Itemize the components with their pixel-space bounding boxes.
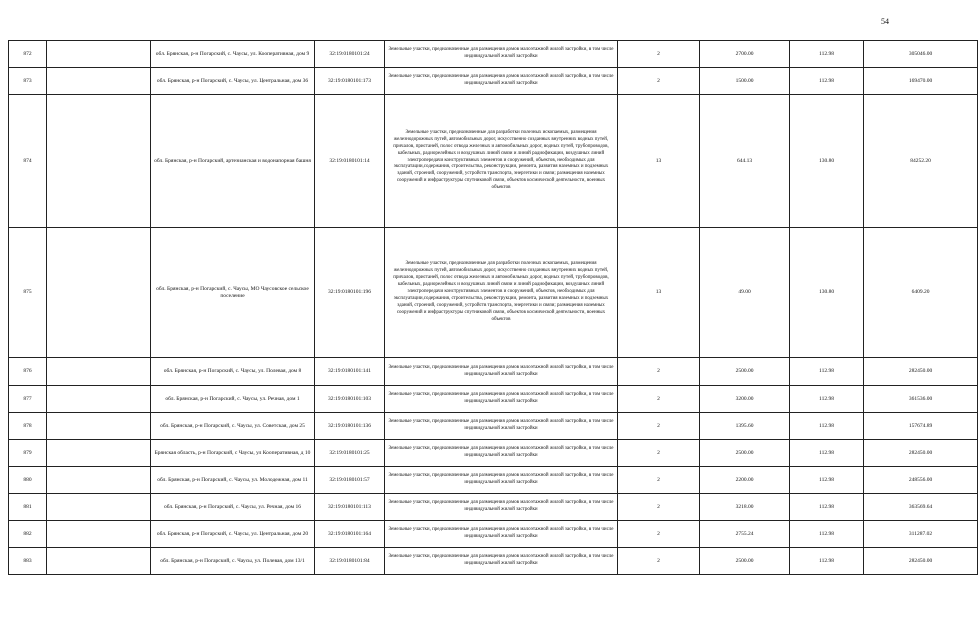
cadastral-value-cell: 169470.00 (864, 68, 978, 95)
cadastral-number-cell: 32:19:0180101:57 (315, 467, 385, 494)
cadastral-value-cell: 282450.00 (864, 548, 978, 575)
table-row (9, 228, 978, 358)
category-cell: 2 (618, 440, 700, 467)
row-number: 874 (9, 95, 47, 228)
area-cell: 3218.00 (700, 494, 790, 521)
cadastral-number-cell: 32:19:0180101:84 (315, 548, 385, 575)
rate-cell: 112.98 (790, 386, 864, 413)
address-cell: обл. Брянская, р-н Погарский, с. Чаусы, ул. Речная, дом 1 (151, 386, 315, 413)
cadastral-value-cell: 282450.00 (864, 358, 978, 386)
table-row (9, 386, 978, 413)
empty-cell (47, 358, 151, 386)
cadastral-number-cell: 32:19:0180101:24 (315, 41, 385, 68)
land-use-cell: Земельные участки, предназначенные для разработки полезных ископаемых, размещения железнодорожных путей, автомобильных дорог, искусственно созданных внутренних водных путей, причалов, пристаней, полос отвода железных и автомобильных дорог, водных путей, трубопроводов, кабельных, радиорелейных и воздушных линий связи и линий радиофикации, воздушных линий электропередачи конструктивных элементов и сооружений, объектов, необходимых для эксплуатации,содержания, строительства, реконструкции, ремонта, развития наземных и подземных зданий, строений, сооружений, устройств транспорта, энергетики и связи; размещения наземных сооружений и инфраструктуры спутниковой связи, объектов космической деятельности, военных объектов (385, 228, 618, 358)
cadastral-number-cell: 32:19:0180101:136 (315, 413, 385, 440)
area-cell: 49.00 (700, 228, 790, 358)
cadastral-value-cell: 84252.20 (864, 95, 978, 228)
address-cell: Брянская область, р-н Погарский, с Чаусы, ул Кооперативная, д 10 (151, 440, 315, 467)
cadastral-value-cell: 157674.89 (864, 413, 978, 440)
rate-cell: 112.98 (790, 413, 864, 440)
cadastral-number-cell: 32:19:0180101:113 (315, 494, 385, 521)
empty-cell (47, 95, 151, 228)
empty-cell (47, 68, 151, 95)
rate-cell: 112.98 (790, 548, 864, 575)
table-row (9, 494, 978, 521)
area-cell: 2500.00 (700, 358, 790, 386)
cadastral-number-cell: 32:19:0180101:141 (315, 358, 385, 386)
row-number: 883 (9, 548, 47, 575)
category-cell: 13 (618, 95, 700, 228)
row-number: 877 (9, 386, 47, 413)
land-use-cell: Земельные участки, предназначенные для размещения домов малоэтажной жилой застройки, в том числе индивидуальной жилой застройки (385, 521, 618, 548)
table-row (9, 95, 978, 228)
rate-cell: 112.98 (790, 494, 864, 521)
cadastral-value-cell: 311287.02 (864, 521, 978, 548)
area-cell: 2500.00 (700, 440, 790, 467)
land-use-cell: Земельные участки, предназначенные для размещения домов малоэтажной жилой застройки, в том числе индивидуальной жилой застройки (385, 358, 618, 386)
empty-cell (47, 386, 151, 413)
category-cell: 2 (618, 494, 700, 521)
category-cell: 2 (618, 358, 700, 386)
cadastral-value-cell: 6409.20 (864, 228, 978, 358)
address-cell: обл. Брянская, р-н Погарский, с. Чаусы, ул. Центральная, дом 36 (151, 68, 315, 95)
category-cell: 2 (618, 467, 700, 494)
cadastral-number-cell: 32:19:0180101:173 (315, 68, 385, 95)
table-row (9, 68, 978, 95)
category-cell: 13 (618, 228, 700, 358)
address-cell: обл. Брянская, р-н Погарский, с. Чаусы, ул. Речная, дом 16 (151, 494, 315, 521)
land-use-cell: Земельные участки, предназначенные для размещения домов малоэтажной жилой застройки, в том числе индивидуальной жилой застройки (385, 68, 618, 95)
empty-cell (47, 494, 151, 521)
empty-cell (47, 440, 151, 467)
land-use-cell: Земельные участки, предназначенные для размещения домов малоэтажной жилой застройки, в том числе индивидуальной жилой застройки (385, 467, 618, 494)
cadastral-number-cell: 32:19:0180101:25 (315, 440, 385, 467)
address-cell: обл. Брянская, р-н Погарский, с. Чаусы, ул. Кооперативная, дом 9 (151, 41, 315, 68)
empty-cell (47, 228, 151, 358)
land-use-cell: Земельные участки, предназначенные для размещения домов малоэтажной жилой застройки, в том числе индивидуальной жилой застройки (385, 440, 618, 467)
rate-cell: 112.98 (790, 521, 864, 548)
category-cell: 2 (618, 68, 700, 95)
table-row (9, 358, 978, 386)
land-registry-table (8, 40, 978, 575)
address-cell: обл. Брянская, р-н Погарский, с. Чаусы, МО Чаусовское сельское поселение (151, 228, 315, 358)
row-number: 878 (9, 413, 47, 440)
table-row (9, 548, 978, 575)
empty-cell (47, 413, 151, 440)
row-number: 880 (9, 467, 47, 494)
cadastral-value-cell: 361536.00 (864, 386, 978, 413)
land-use-cell: Земельные участки, предназначенные для размещения домов малоэтажной жилой застройки, в том числе индивидуальной жилой застройки (385, 548, 618, 575)
area-cell: 3200.00 (700, 386, 790, 413)
table-row (9, 521, 978, 548)
cadastral-number-cell: 32:19:0180101:14 (315, 95, 385, 228)
cadastral-number-cell: 32:19:0180101:196 (315, 228, 385, 358)
rate-cell: 112.98 (790, 68, 864, 95)
table-row (9, 440, 978, 467)
empty-cell (47, 521, 151, 548)
cadastral-value-cell: 282450.00 (864, 440, 978, 467)
rate-cell: 112.98 (790, 358, 864, 386)
land-use-cell: Земельные участки, предназначенные для размещения домов малоэтажной жилой застройки, в том числе индивидуальной жилой застройки (385, 386, 618, 413)
page-number: 54 (881, 17, 889, 26)
category-cell: 2 (618, 386, 700, 413)
cadastral-value-cell: 363569.64 (864, 494, 978, 521)
row-number: 881 (9, 494, 47, 521)
rate-cell: 112.98 (790, 41, 864, 68)
rate-cell: 112.98 (790, 440, 864, 467)
empty-cell (47, 548, 151, 575)
cadastral-number-cell: 32:19:0180101:164 (315, 521, 385, 548)
area-cell: 2500.00 (700, 548, 790, 575)
cadastral-number-cell: 32:19:0180101:103 (315, 386, 385, 413)
row-number: 872 (9, 41, 47, 68)
address-cell: обл. Брянская, р-н Погарский, с. Чаусы, ул. Полевая, дом 8 (151, 358, 315, 386)
row-number: 873 (9, 68, 47, 95)
table-row (9, 413, 978, 440)
address-cell: обл. Брянская, р-н Погарский, с. Чаусы, ул. Полевая, дом 13/1 (151, 548, 315, 575)
land-use-cell: Земельные участки, предназначенные для размещения домов малоэтажной жилой застройки, в том числе индивидуальной жилой застройки (385, 494, 618, 521)
rate-cell: 112.98 (790, 467, 864, 494)
address-cell: обл. Брянская, р-н Погарский, с. Чаусы, ул. Молодежная, дом 11 (151, 467, 315, 494)
area-cell: 2755.24 (700, 521, 790, 548)
area-cell: 644.13 (700, 95, 790, 228)
empty-cell (47, 41, 151, 68)
category-cell: 2 (618, 548, 700, 575)
row-number: 876 (9, 358, 47, 386)
category-cell: 2 (618, 413, 700, 440)
category-cell: 2 (618, 521, 700, 548)
table-row (9, 467, 978, 494)
rate-cell: 130.80 (790, 228, 864, 358)
area-cell: 2700.00 (700, 41, 790, 68)
land-use-cell: Земельные участки, предназначенные для размещения домов малоэтажной жилой застройки, в том числе индивидуальной жилой застройки (385, 41, 618, 68)
category-cell: 2 (618, 41, 700, 68)
row-number: 882 (9, 521, 47, 548)
table-row (9, 41, 978, 68)
empty-cell (47, 467, 151, 494)
area-cell: 1395.60 (700, 413, 790, 440)
land-use-cell: Земельные участки, предназначенные для размещения домов малоэтажной жилой застройки, в том числе индивидуальной жилой застройки (385, 413, 618, 440)
row-number: 875 (9, 228, 47, 358)
area-cell: 1500.00 (700, 68, 790, 95)
table-body (9, 41, 978, 575)
land-use-cell: Земельные участки, предназначенные для разработки полезных ископаемых, размещения железнодорожных путей, автомобильных дорог, искусственно созданных внутренних водных путей, причалов, пристаней, полос отвода железных и автомобильных дорог, водных путей, трубопроводов, кабельных, радиорелейных и воздушных линий связи и линий радиофикации, воздушных линий электропередачи конструктивных элементов и сооружений, объектов, необходимых для эксплуатации,содержания, строительства, реконструкции, ремонта, развития наземных и подземных зданий, строений, сооружений, устройств транспорта, энергетики и связи; размещения наземных сооружений и инфраструктуры спутниковой связи, объектов космической деятельности, военных объектов (385, 95, 618, 228)
rate-cell: 130.80 (790, 95, 864, 228)
address-cell: обл. Брянская, р-н Погарский, артезианская и водонапорная башня (151, 95, 315, 228)
row-number: 879 (9, 440, 47, 467)
address-cell: обл. Брянская, р-н Погарский, с. Чаусы, ул. Советская, дом 25 (151, 413, 315, 440)
area-cell: 2200.00 (700, 467, 790, 494)
cadastral-value-cell: 248556.00 (864, 467, 978, 494)
cadastral-value-cell: 305046.00 (864, 41, 978, 68)
address-cell: обл. Брянская, р-н Погарский, с. Чаусы, ул. Центральная, дом 20 (151, 521, 315, 548)
